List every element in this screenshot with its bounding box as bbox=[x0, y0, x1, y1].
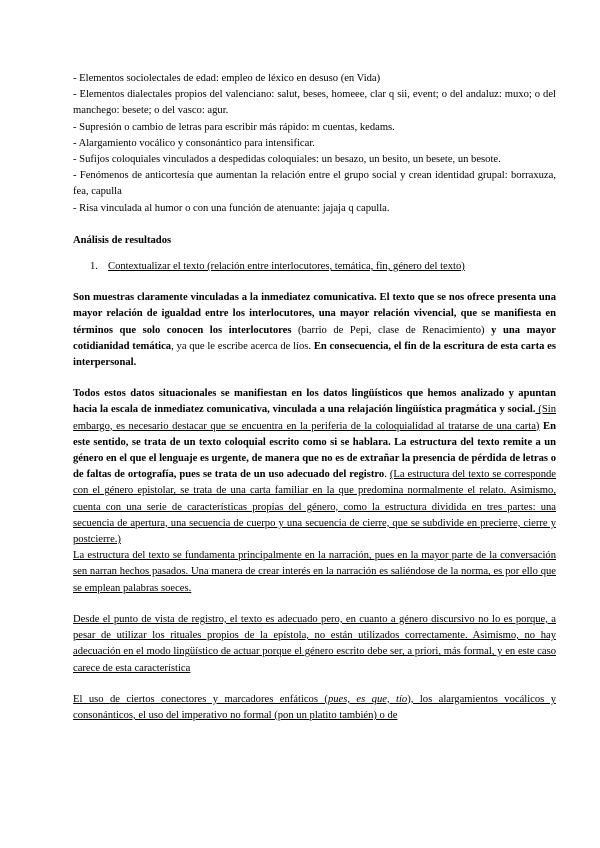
p5-text-a: El uso de ciertos conectores y marcadores enfáticos ( bbox=[73, 693, 328, 705]
p2-underlined-e: (La estructura del texto se corresponde con el género epistolar, se trata de una carta familiar en la que predomina normalmente el relato. Asimismo, cuenta con una serie de características propias del género, como la estructura dividida en tres partes: una secuencia de apertura, una secuencia de cuerpo y una secuencia de cierre, que se subdivide en precierre, cierre y postcierre.) bbox=[73, 469, 556, 546]
list-item: - Sufijos coloquiales vinculados a despedidas coloquiales: un besazo, un besito, un besete, un besote. bbox=[73, 154, 501, 166]
section-heading: Análisis de resultados bbox=[73, 234, 172, 246]
list-item: - Risa vinculada al humor o con una función de atenuante: jajaja q capulla. bbox=[73, 202, 390, 214]
p2-bold-c: En este sentido, se trata de un texto coloquial escrito como si se hablara. La estructura del texto remite a un género en el que el lenguaje es urgente, de manera que no es de extrañar la presencia de pérdida de letras o de faltas de ortografía, pues se trata de un uso adecuado del registro bbox=[73, 420, 557, 481]
paragraph-connectors bbox=[73, 692, 556, 724]
paragraph-analysis bbox=[73, 386, 556, 548]
p1-plain-b: (barrio de Pepi, clase de Renacimiento) bbox=[291, 324, 492, 336]
list-item: - Supresión o cambio de letras para escribir más rápido: m cuentas, kedams. bbox=[73, 121, 395, 133]
p1-bold-e: En consecuencia, el fin de la escritura de esta carta es interpersonal. bbox=[73, 340, 556, 369]
list-item: - Elementos dialectales propios del valenciano: salut, beses, homeee, clar q sii, event; o del andaluz: muxo; o del manchego: besete; o del vasco: agur. bbox=[73, 89, 556, 117]
p1-bold-c: y una mayor cotidianidad temática bbox=[73, 324, 557, 352]
list-item: - Elementos sociolectales de edad: empleo de léxico en desuso (en Vida) bbox=[73, 73, 381, 84]
p1-plain-d: , ya que le escribe acerca de líos. bbox=[171, 340, 314, 352]
p2-underlined-b: (Sin embargo, es necesario destacar que se encuentra en la periferia de la coloquialidad al tratarse de una carta) bbox=[73, 404, 556, 432]
feature-list bbox=[73, 71, 556, 217]
p5-text-c: ), los alargamientos vocálicos y consonánticos, el uso del imperativo no formal (pon un platito también) o de bbox=[73, 693, 556, 721]
numbered-item bbox=[73, 259, 556, 275]
p1-bold-a: Son muestras claramente vinculadas a la inmediatez comunicativa. El texto que se nos ofrece presenta una mayor relación de igualdad entre los interlocutores, una mayor relación vivencial, que se manifiesta en términos que solo conocen los interlocutores bbox=[73, 292, 556, 336]
list-item: - Alargamiento vocálico y consonántico para intensificar. bbox=[73, 137, 315, 149]
document-content bbox=[73, 71, 556, 724]
item-number: 1. bbox=[90, 261, 98, 273]
item-text: Contextualizar el texto (relación entre interlocutores, temática, fin, género del texto) bbox=[108, 261, 465, 273]
list-item: - Fenómenos de anticortesía que aumentan la relación entre el grupo social y crean identidad grupal: borraxuza, fea, capulla bbox=[73, 170, 556, 198]
paragraph-register: Desde el punto de vista de registro, el texto es adecuado pero, en cuanto a género discursivo no lo es porque, a pesar de utilizar los rituales propios de la epístola, no están utilizados correctamente. Asimismo, no hay adecuación en el modo lingüístico de actuar porque el género escrito debe ser, a priori, más formal, y en este caso carece de esta característica bbox=[73, 613, 556, 674]
paragraph-context bbox=[73, 290, 556, 371]
p2-plain-d: . bbox=[384, 469, 390, 481]
p2-bold-a: Todos estos datos situacionales se manifiestan en los datos lingüísticos que hemos analizado y apuntan hacia la escala de inmediatez comunicativa, vinculada a una relajación lingüística pragmática y social. bbox=[73, 388, 556, 416]
paragraph-structure: La estructura del texto se fundamenta principalmente en la narración, pues en la mayor parte de la conversación sen narran hechos pasados. Una manera de crear interés en la narración es saliéndose de la norma, es por ello que se emplean palabras soeces. bbox=[73, 550, 556, 594]
p5-italic-b: pues, es que, tío bbox=[327, 693, 408, 705]
